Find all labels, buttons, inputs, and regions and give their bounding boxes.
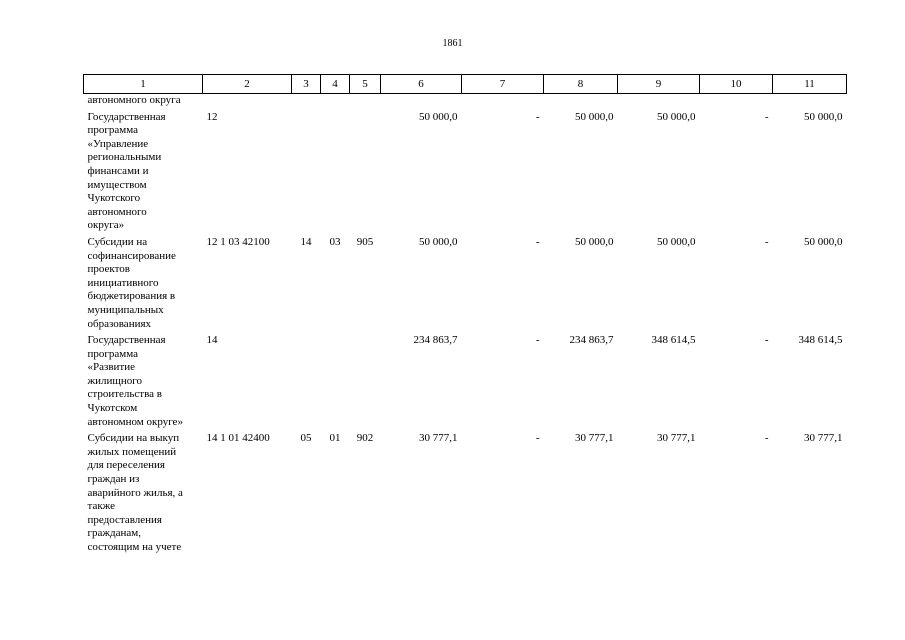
row-name-line: состоящим на учете — [87, 541, 182, 553]
amount-col-10: - — [764, 432, 769, 445]
row-name-line: программа — [87, 124, 139, 137]
amount-col-9 — [618, 94, 700, 108]
column-header: 5 — [350, 75, 381, 94]
row-name-cell — [84, 108, 203, 233]
section-code — [292, 331, 321, 429]
ministry-code — [350, 94, 381, 108]
section-code: 14 — [300, 235, 312, 248]
row-name-line: софинансирование — [87, 249, 176, 262]
amount-col-10: - — [764, 235, 769, 248]
amount-col-6: 234 863,7 — [413, 334, 458, 347]
amount-col-10: - — [764, 334, 769, 347]
section-code: 05 — [300, 432, 312, 445]
column-header: 6 — [381, 75, 462, 94]
row-name-line: муниципальных — [87, 303, 164, 316]
table-row — [84, 108, 847, 233]
table-row — [84, 429, 847, 554]
amount-col-6 — [381, 94, 462, 108]
amount-col-8: 30 777,1 — [575, 432, 614, 445]
row-name-line: имуществом — [87, 178, 147, 191]
column-header: 3 — [292, 75, 321, 94]
row-name-line: гражданам, — [87, 527, 141, 540]
column-header: 10 — [700, 75, 773, 94]
target-article-code: 12 1 03 42100 — [206, 235, 270, 248]
table-row — [84, 94, 847, 108]
row-name-line: жилищного — [87, 374, 142, 387]
target-article-code: 14 1 01 42400 — [206, 432, 270, 445]
row-name-cell — [84, 233, 203, 331]
amount-col-6: 30 777,1 — [419, 432, 458, 445]
row-name-line: округа» — [87, 219, 125, 232]
amount-col-6: 50 000,0 — [419, 235, 458, 248]
column-header: 2 — [203, 75, 292, 94]
amount-col-11: 50 000,0 — [804, 110, 843, 123]
row-name-line: автономном округе» — [87, 415, 183, 428]
column-header: 1 — [84, 75, 203, 94]
row-name-line: бюджетирования в — [87, 290, 176, 303]
amount-col-10: - — [764, 110, 769, 123]
column-header: 11 — [773, 75, 847, 94]
amount-col-8: 50 000,0 — [575, 235, 614, 248]
section-code — [292, 108, 321, 233]
target-article-code: 14 — [206, 334, 218, 347]
row-name-line: Государственная — [87, 110, 166, 123]
ministry-code — [350, 108, 381, 233]
amount-col-7: - — [535, 334, 540, 347]
row-name-line: Субсидии на — [87, 235, 148, 248]
row-name-line: автономного — [87, 205, 147, 218]
amount-col-8: 50 000,0 — [575, 110, 614, 123]
row-name-line: «Развитие — [87, 361, 136, 374]
page-number: 1861 — [442, 38, 463, 49]
table-row — [84, 331, 847, 429]
row-name-line: аварийного жилья, а — [87, 486, 183, 499]
subsection-code — [321, 108, 350, 233]
amount-col-9: 50 000,0 — [657, 235, 696, 248]
table-row — [84, 233, 847, 331]
section-code — [292, 94, 321, 108]
row-name-line: Чукотского — [87, 192, 141, 205]
row-name-line: «Управление — [87, 137, 149, 150]
amount-col-9: 30 777,1 — [657, 432, 696, 445]
row-name-line: для переселения — [87, 459, 165, 472]
row-name-line: также — [87, 500, 116, 513]
amount-col-11 — [773, 94, 847, 108]
budget-table — [83, 74, 847, 555]
row-name-line: финансами и — [87, 164, 149, 177]
row-name-line: проектов — [87, 263, 130, 276]
amount-col-11: 348 614,5 — [798, 334, 843, 347]
row-name-line: образованиях — [87, 317, 152, 330]
subsection-code: 01 — [329, 432, 341, 445]
amount-col-7: - — [535, 235, 540, 248]
row-name-line: граждан из — [87, 473, 140, 486]
amount-col-9: 348 614,5 — [651, 334, 696, 347]
row-name-cell — [84, 429, 203, 554]
row-name-line: строительства в — [87, 388, 162, 401]
subsection-code: 03 — [329, 235, 341, 248]
column-header: 4 — [321, 75, 350, 94]
row-name-cell — [84, 331, 203, 429]
subsection-code — [321, 94, 350, 108]
table-body — [84, 94, 847, 555]
amount-col-7: - — [535, 110, 540, 123]
amount-col-6: 50 000,0 — [419, 110, 458, 123]
column-header: 7 — [462, 75, 544, 94]
row-name-line: предоставления — [87, 513, 162, 526]
amount-col-9: 50 000,0 — [657, 110, 696, 123]
row-name-cell — [84, 94, 203, 108]
amount-col-7: - — [535, 432, 540, 445]
row-name-line: программа — [87, 347, 139, 360]
amount-col-8: 234 863,7 — [569, 334, 614, 347]
row-name-line: жилых помещений — [87, 445, 177, 458]
column-header: 9 — [618, 75, 700, 94]
amount-col-7 — [462, 94, 544, 108]
subsection-code — [321, 331, 350, 429]
row-name-line: Чукотском — [87, 402, 138, 415]
column-header: 8 — [544, 75, 618, 94]
ministry-code: 902 — [356, 432, 374, 445]
target-article-code: 12 — [206, 110, 218, 123]
amount-col-8 — [544, 94, 618, 108]
amount-col-11: 30 777,1 — [804, 432, 843, 445]
ministry-code — [350, 331, 381, 429]
row-name-line: автономного округа — [87, 94, 181, 106]
ministry-code: 905 — [356, 235, 374, 248]
row-name-line: инициативного — [87, 276, 159, 289]
row-name-line: Субсидии на выкуп — [87, 432, 180, 445]
row-name-line: Государственная — [87, 334, 166, 347]
amount-col-11: 50 000,0 — [804, 235, 843, 248]
header-row — [84, 75, 847, 94]
row-name-line: региональными — [87, 151, 162, 164]
target-article-code — [203, 94, 292, 108]
amount-col-10 — [700, 94, 773, 108]
